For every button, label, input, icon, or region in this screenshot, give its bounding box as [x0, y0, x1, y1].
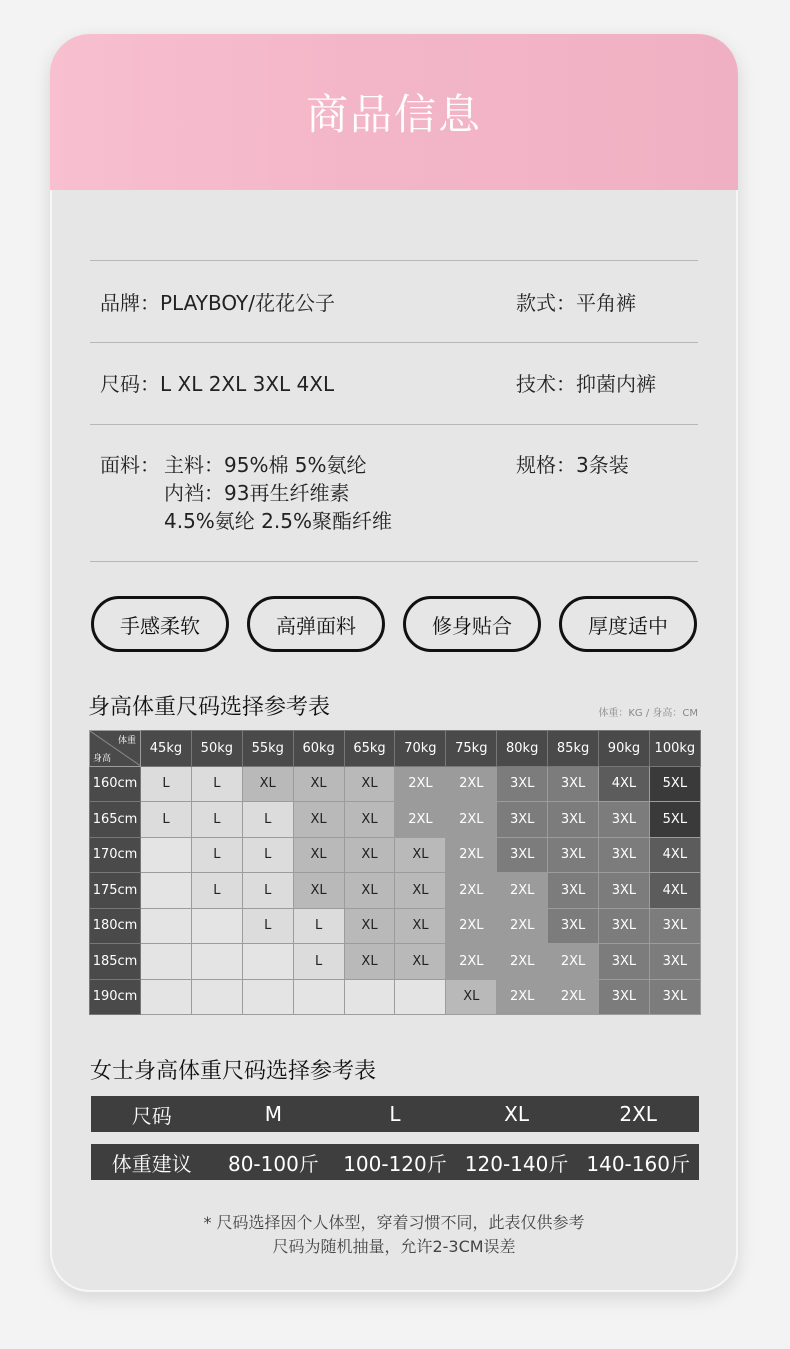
size-cell: 4XL [649, 873, 700, 909]
size-cell: XL [242, 766, 293, 802]
table-row [90, 766, 701, 802]
size-cell: 3XL [599, 944, 650, 980]
height-header-cell: 165cm [90, 802, 141, 838]
fabric-line-2: 内裆：93再生纤维素 [164, 481, 350, 505]
size-cell: 2XL [446, 944, 497, 980]
size-cell: L [191, 837, 242, 873]
style-value: 平角裤 [576, 291, 636, 315]
size-cell: 2XL [446, 908, 497, 944]
size-cell: 2XL [446, 802, 497, 838]
style-row [516, 290, 636, 316]
size-cell [191, 944, 242, 980]
header-banner [50, 34, 738, 190]
size-cell: 2XL [446, 766, 497, 802]
weight-header-cell: 85kg [548, 731, 599, 767]
fabric-label: 面料： [100, 453, 160, 477]
style-label: 款式： [516, 291, 576, 315]
weight-header-cell: 100kg [649, 731, 700, 767]
size-cell: L [293, 944, 344, 980]
size-cell: XL [395, 837, 446, 873]
height-header-cell: 160cm [90, 766, 141, 802]
footer-note-line-2: 尺码为随机抽量，允许2-3CM误差 [272, 1237, 516, 1256]
size-cell: XL [344, 873, 395, 909]
size-cell: 2XL [497, 979, 548, 1015]
tech-row [516, 371, 656, 397]
spec-value: 3条装 [576, 453, 629, 477]
corner-weight-label: 体重 [117, 736, 136, 746]
size-cell: 2XL [497, 908, 548, 944]
size-cell: 3XL [548, 766, 599, 802]
footer-note-line-1: * 尺码选择因个人体型，穿着习惯不同，此表仅供参考 [203, 1213, 585, 1232]
size-cell: 2XL [548, 944, 599, 980]
size-cell: XL [344, 766, 395, 802]
size-cell: 3XL [548, 802, 599, 838]
table-row [90, 837, 701, 873]
men-size-table [89, 730, 701, 1015]
size-cell: 3XL [599, 908, 650, 944]
size-cell: 3XL [497, 837, 548, 873]
size-cell: 3XL [599, 802, 650, 838]
size-cell: L [242, 908, 293, 944]
size-cell: 3XL [497, 802, 548, 838]
table-row [90, 802, 701, 838]
weight-header-cell: 50kg [191, 731, 242, 767]
feature-badge-thickness: 厚度适中 [559, 596, 697, 652]
women-size-cell: M [264, 1102, 283, 1126]
size-cell: 4XL [599, 766, 650, 802]
size-cell: XL [293, 766, 344, 802]
size-cell [191, 979, 242, 1015]
spec-label: 规格： [516, 453, 576, 477]
height-header-cell: 180cm [90, 908, 141, 944]
size-cell [242, 979, 293, 1015]
brand-value: PLAYBOY/花花公子 [160, 291, 335, 315]
size-cell [344, 979, 395, 1015]
women-weight-header: 体重建议 [111, 1151, 192, 1176]
spec-row [516, 452, 629, 478]
size-cell: L [141, 766, 192, 802]
table-corner-cell [90, 731, 141, 767]
divider [90, 424, 698, 425]
women-size-header: 尺码 [131, 1103, 172, 1128]
brand-row [100, 290, 335, 316]
women-weight-cell: 120-140斤 [464, 1151, 569, 1176]
size-value: L XL 2XL 3XL 4XL [160, 372, 335, 396]
weight-header-cell: 80kg [497, 731, 548, 767]
divider [90, 561, 698, 562]
size-cell: 2XL [548, 979, 599, 1015]
size-cell: XL [395, 908, 446, 944]
size-cell: 2XL [497, 944, 548, 980]
size-cell: 5XL [649, 802, 700, 838]
size-cell: XL [395, 873, 446, 909]
weight-header-cell: 60kg [293, 731, 344, 767]
size-cell: XL [446, 979, 497, 1015]
women-weight-cell: 140-160斤 [586, 1151, 690, 1176]
size-cell: 2XL [395, 802, 446, 838]
women-size-cell: 2XL [619, 1102, 657, 1126]
size-cell: XL [293, 802, 344, 838]
size-cell: 3XL [548, 837, 599, 873]
size-cell [141, 837, 192, 873]
size-cell: 3XL [649, 908, 700, 944]
table-row [90, 873, 701, 909]
brand-label: 品牌： [100, 291, 160, 315]
women-weight-cell: 100-120斤 [343, 1151, 447, 1176]
men-size-table-title: 身高体重尺码选择参考表 [88, 695, 331, 720]
product-info-card [50, 34, 738, 1292]
weight-header-cell: 65kg [344, 731, 395, 767]
size-cell: XL [395, 944, 446, 980]
divider [90, 342, 698, 343]
size-cell [141, 979, 192, 1015]
size-cell: 2XL [497, 873, 548, 909]
page-title: 商品信息 [305, 90, 482, 139]
feature-badge-soft: 手感柔软 [91, 596, 229, 652]
size-cell [293, 979, 344, 1015]
women-size-cell: L [389, 1102, 401, 1126]
women-size-table-title: 女士身高体重尺码选择参考表 [90, 1059, 377, 1084]
divider [90, 260, 698, 261]
tech-label: 技术： [516, 372, 576, 396]
size-cell: XL [293, 873, 344, 909]
size-cell: XL [344, 944, 395, 980]
size-cell [141, 873, 192, 909]
feature-badge-stretch: 高弹面料 [247, 596, 385, 652]
weight-header-cell: 45kg [141, 731, 192, 767]
size-cell: 2XL [446, 873, 497, 909]
size-cell: 3XL [599, 837, 650, 873]
fabric-line-3: 4.5%氨纶 2.5%聚酯纤维 [164, 509, 392, 533]
corner-height-label: 身高 [93, 753, 112, 764]
size-cell: XL [344, 802, 395, 838]
size-cell: L [242, 837, 293, 873]
women-weight-cell: 80-100斤 [227, 1151, 319, 1176]
weight-header-cell: 75kg [446, 731, 497, 767]
size-cell: L [141, 802, 192, 838]
size-cell: L [293, 908, 344, 944]
size-cell: L [191, 802, 242, 838]
size-cell: XL [344, 837, 395, 873]
size-cell: 3XL [497, 766, 548, 802]
size-cell: XL [344, 908, 395, 944]
height-header-cell: 190cm [90, 979, 141, 1015]
size-row [100, 371, 334, 397]
size-cell [242, 944, 293, 980]
table-row [90, 908, 701, 944]
size-cell [141, 944, 192, 980]
size-cell [395, 979, 446, 1015]
size-cell: 3XL [548, 908, 599, 944]
size-cell: L [242, 873, 293, 909]
size-cell: 3XL [599, 979, 650, 1015]
size-cell: 5XL [649, 766, 700, 802]
weight-header-cell: 55kg [242, 731, 293, 767]
size-cell: 3XL [649, 979, 700, 1015]
unit-note: 体重：KG / 身高：CM [598, 708, 698, 719]
height-header-cell: 175cm [90, 873, 141, 909]
table-row [90, 944, 701, 980]
feature-badge-fit: 修身贴合 [403, 596, 541, 652]
fabric-line-1: 主料：95%棉 5%氨纶 [164, 453, 367, 477]
size-cell: 2XL [395, 766, 446, 802]
women-weight-row [91, 1144, 699, 1180]
table-row [90, 979, 701, 1015]
size-cell: 3XL [548, 873, 599, 909]
size-cell: L [191, 873, 242, 909]
height-header-cell: 170cm [90, 837, 141, 873]
weight-header-cell: 90kg [599, 731, 650, 767]
size-cell: L [191, 766, 242, 802]
table-header-row [90, 731, 701, 767]
size-cell: L [242, 802, 293, 838]
weight-header-cell: 70kg [395, 731, 446, 767]
women-size-row [91, 1096, 699, 1132]
size-cell [141, 908, 192, 944]
size-cell: XL [293, 837, 344, 873]
size-cell: 3XL [599, 873, 650, 909]
size-label: 尺码： [100, 372, 160, 396]
women-size-cell: XL [504, 1102, 529, 1126]
size-cell: 4XL [649, 837, 700, 873]
size-cell: 2XL [446, 837, 497, 873]
tech-value: 抑菌内裤 [576, 372, 656, 396]
size-cell: 3XL [649, 944, 700, 980]
size-cell [191, 908, 242, 944]
height-header-cell: 185cm [90, 944, 141, 980]
